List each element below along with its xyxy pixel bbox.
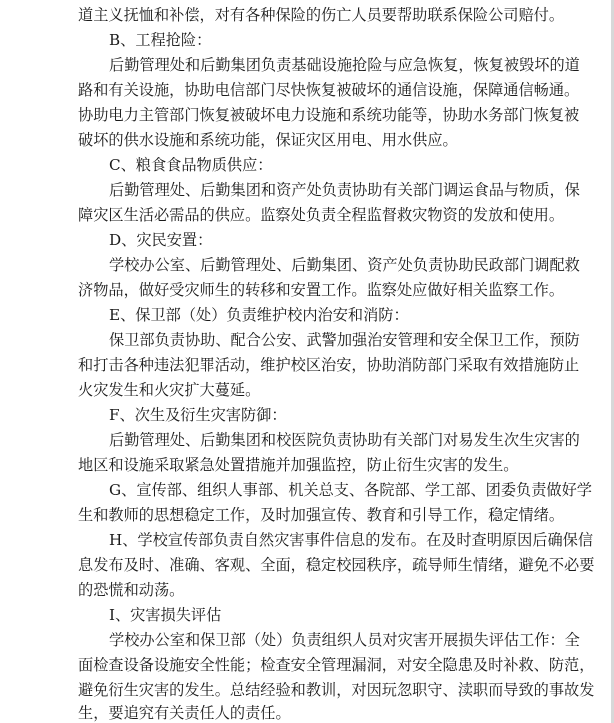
body-text-line: 障灾区生活必需品的供应。监察处负责全程监督救灾物资的发放和使用。 — [78, 206, 564, 224]
body-text-line: 火灾发生和火灾扩大蔓延。 — [78, 381, 261, 399]
section-heading-e: E、保卫部（处）负责维护校内治安和消防： — [109, 306, 409, 324]
body-text-line: 协助电力主管部门恢复被破坏电力设施和系统功能等，协助水务部门恢复被 — [78, 106, 580, 124]
body-text-line: 学校办公室、后勤管理处、后勤集团、资产处负责协助民政部门调配救 — [109, 256, 580, 274]
body-text-line: 的恐慌和动荡。 — [78, 581, 185, 599]
body-text-line: 济物品，做好受灾师生的转移和安置工作。监察处应做好相关监察工作。 — [78, 281, 564, 299]
section-paragraph-h: H、学校宣传部负责自然灾害事件信息的发布。在及时查明原因后确保信 — [109, 531, 594, 549]
body-text-line: 生，要追究有关责任人的责任。 — [78, 704, 291, 722]
body-text-line: 避免衍生灾害的发生。总结经验和教训，对因玩忽职守、渎职而导致的事故发 — [78, 681, 595, 699]
body-text-line: 生和教师的思想稳定工作，及时加强宣传、教育和引导工作，稳定情绪。 — [78, 506, 564, 524]
body-text-line: 息发布及时、准确、客观、全面，稳定校园秩序，疏导师生情绪，避免不必要 — [78, 556, 595, 574]
section-heading-f: F、次生及衍生灾害防御： — [109, 406, 287, 424]
body-text-line: 和打击各种违法犯罪活动，维护校区治安，协助消防部门采取有效措施防止 — [78, 356, 580, 374]
body-text-line: 面检查设备设施安全性能；检查安全管理漏洞，对安全隐患及时补救、防范， — [78, 656, 595, 674]
section-paragraph-g: G、宣传部、组织人事部、机关总支、各院部、学工部、团委负责做好学 — [109, 481, 592, 499]
body-text-line: 后勤管理处和后勤集团负责基础设施抢险与应急恢复，恢复被毁坏的道 — [109, 56, 580, 74]
body-text-line: 保卫部负责协助、配合公安、武警加强治安管理和安全保卫工作，预防 — [109, 331, 580, 349]
body-text-line: 路和有关设施，协助电信部门尽快恢复被破坏的通信设施，保障通信畅通。 — [78, 81, 580, 99]
section-heading-b: B、工程抢险： — [109, 31, 212, 49]
body-text-line: 后勤管理处、后勤集团和校医院负责协助有关部门对易发生次生灾害的 — [109, 431, 580, 449]
body-text-line: 道主义抚恤和补偿，对有各种保险的伤亡人员要帮助联系保险公司赔付。 — [78, 6, 564, 24]
section-heading-i: I、灾害损失评估 — [109, 606, 222, 624]
body-text-line: 后勤管理处、后勤集团和资产处负责协助有关部门调运食品与物质，保 — [109, 181, 580, 199]
body-text-line: 地区和设施采取紧急处置措施并加强监控，防止衍生灾害的发生。 — [78, 456, 519, 474]
section-heading-d: D、灾民安置： — [109, 231, 213, 249]
body-text-line: 破坏的供水设施和系统功能，保证灾区用电、用水供应。 — [78, 131, 458, 149]
body-text-line: 学校办公室和保卫部（处）负责组织人员对灾害开展损失评估工作：全 — [109, 631, 580, 649]
section-heading-c: C、粮食食品物质供应： — [109, 156, 273, 174]
